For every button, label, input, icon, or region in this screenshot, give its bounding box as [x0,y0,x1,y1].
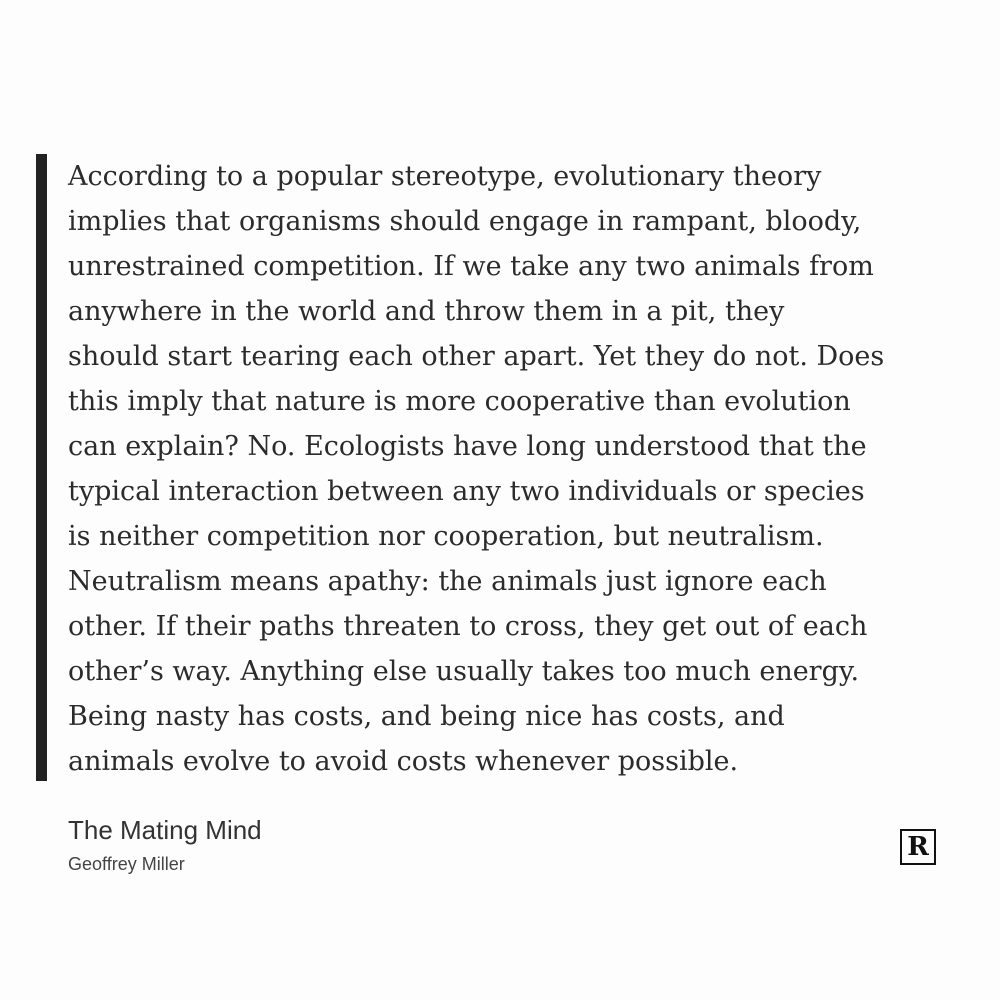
quote-line: implies that organisms should engage in rampant, bloody, [68,206,862,237]
logo-letter: R [907,832,929,862]
quote-line: Neutralism means apathy: the animals just ignore each [68,566,827,597]
readwise-logo-icon [900,829,936,865]
quote-line: this imply that nature is more cooperative than evolution [68,386,851,417]
book-title: The Mating Mind [68,815,262,845]
quote-line: should start tearing each other apart. Yet they do not. Does [68,341,885,372]
quote-line: Being nasty has costs, and being nice has costs, and [68,701,785,732]
quote-line: other’s way. Anything else usually takes too much energy. [68,656,860,687]
quote-line: can explain? No. Ecologists have long understood that the [68,431,867,462]
book-author: Geoffrey Miller [68,854,185,874]
quote-line: other. If their paths threaten to cross, they get out of each [68,611,868,642]
quote-accent-bar [36,154,47,781]
quote-line: anywhere in the world and throw them in a pit, they [68,296,785,327]
quote-line: typical interaction between any two individuals or species [68,476,865,507]
quote-line: animals evolve to avoid costs whenever possible. [68,746,739,777]
quote-text [68,154,938,784]
quote-line: unrestrained competition. If we take any two animals from [68,251,874,282]
quote-line: According to a popular stereotype, evolutionary theory [68,161,822,192]
quote-line: is neither competition nor cooperation, but neutralism. [68,521,824,552]
